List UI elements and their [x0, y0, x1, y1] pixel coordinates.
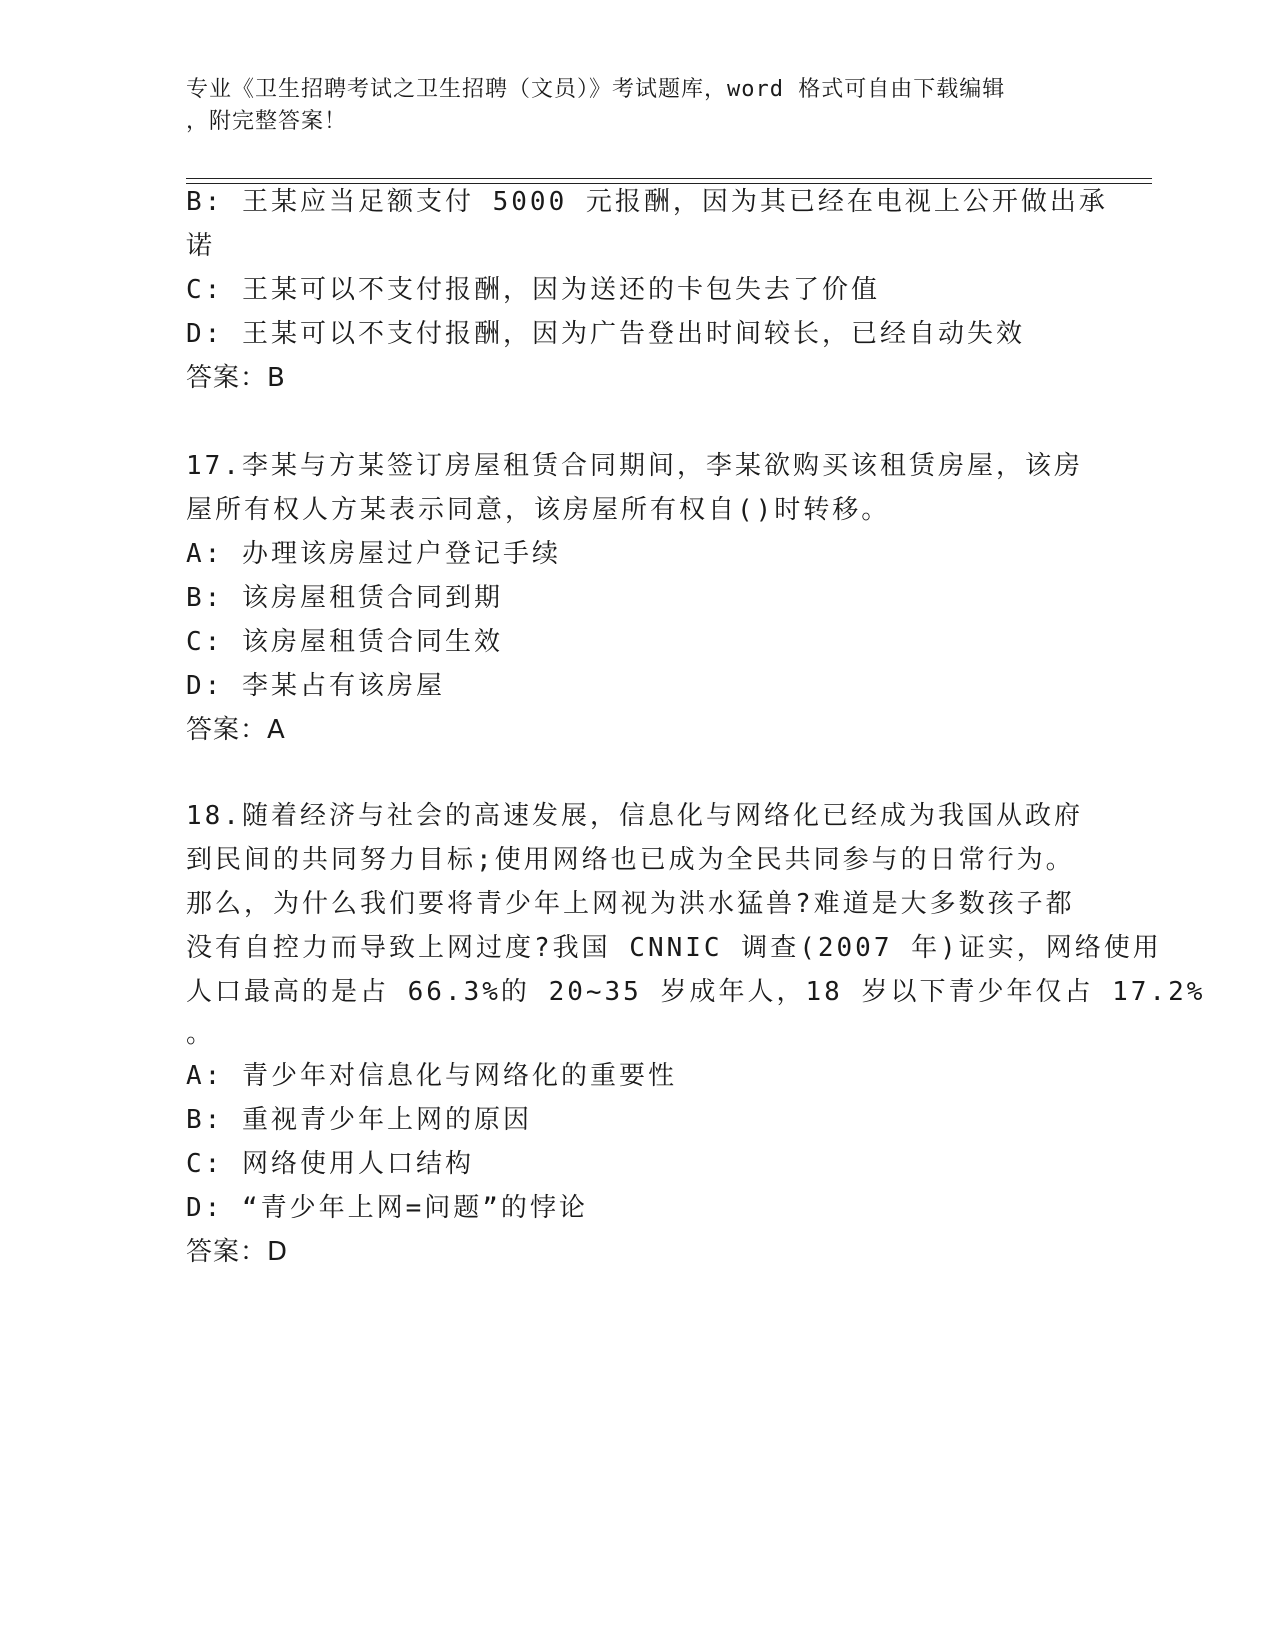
- q18-stem-line-2: 到民间的共同努力目标;使用网络也已成为全民共同参与的日常行为。: [186, 845, 1075, 875]
- q18-stem-line-1: 18.随着经济与社会的高速发展，信息化与网络化已经成为我国从政府: [186, 801, 1083, 831]
- q16-option-c: C: 王某可以不支付报酬，因为送还的卡包失去了价值: [186, 275, 880, 305]
- document-header: [186, 74, 1066, 138]
- q16-option-b-line-2: 诺: [186, 231, 216, 261]
- q16-option-b-line-1: B: 王某应当足额支付 5000 元报酬，因为其已经在电视上公开做出承: [186, 187, 1108, 217]
- q18-option-b: B: 重视青少年上网的原因: [186, 1105, 532, 1135]
- q18-option-d: D: “青少年上网=问题”的悖论: [186, 1193, 588, 1223]
- q18-answer: 答案：D: [186, 1237, 289, 1267]
- q17-option-a: A: 办理该房屋过户登记手续: [186, 539, 561, 569]
- q17-option-c: C: 该房屋租赁合同生效: [186, 627, 503, 657]
- q17-stem-line-2: 屋所有权人方某表示同意，该房屋所有权自()时转移。: [186, 495, 891, 525]
- q18-stem-line-3: 那么，为什么我们要将青少年上网视为洪水猛兽?难道是大多数孩子都: [186, 889, 1075, 919]
- header-title-line-2: ，附完整答案！: [186, 109, 348, 134]
- q18-option-c: C: 网络使用人口结构: [186, 1149, 474, 1179]
- q17-option-b: B: 该房屋租赁合同到期: [186, 583, 503, 613]
- header-divider-top: [186, 178, 1152, 179]
- q18-stem-line-5: 人口最高的是占 66.3%的 20~35 岁成年人，18 岁以下青少年仅占 17.2%: [186, 977, 1206, 1007]
- header-title-line-1: 专业《卫生招聘考试之卫生招聘（文员）》考试题库，word 格式可自由下载编辑: [186, 77, 1006, 102]
- q17-answer: 答案：A: [186, 715, 286, 745]
- q16-answer: 答案：B: [186, 363, 286, 393]
- q18-stem-line-6: 。: [186, 1019, 216, 1049]
- q17-option-d: D: 李某占有该房屋: [186, 671, 445, 701]
- header-divider-bottom: [186, 183, 1152, 184]
- q18-option-a: A: 青少年对信息化与网络化的重要性: [186, 1061, 677, 1091]
- q16-option-d: D: 王某可以不支付报酬，因为广告登出时间较长，已经自动失效: [186, 319, 1025, 349]
- q18-stem-line-4: 没有自控力而导致上网过度?我国 CNNIC 调查(2007 年)证实，网络使用: [186, 933, 1162, 963]
- q17-stem-line-1: 17.李某与方某签订房屋租赁合同期间，李某欲购买该租赁房屋，该房: [186, 451, 1083, 481]
